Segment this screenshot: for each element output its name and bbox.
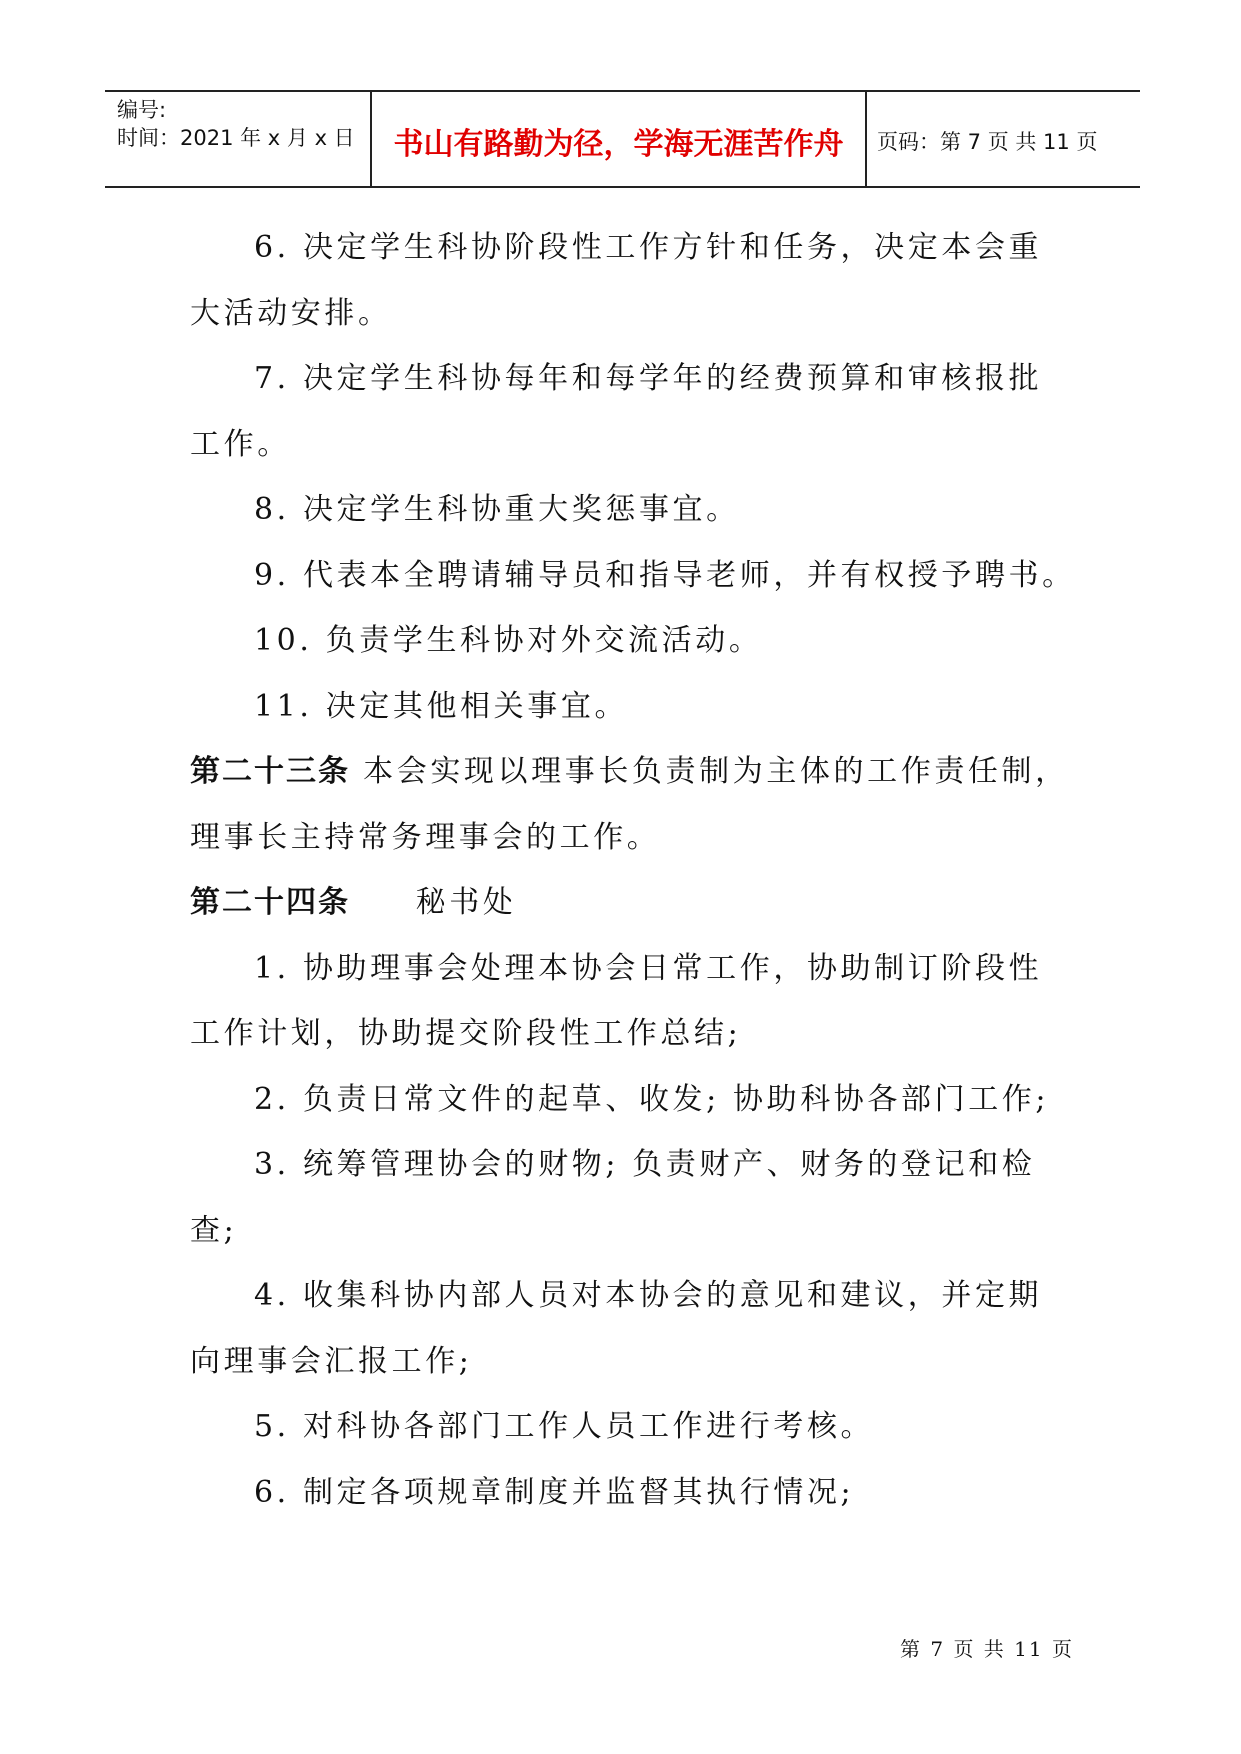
header-right-cell (865, 92, 1140, 186)
page-footer: 第 7 页 共 11 页 (900, 1637, 1074, 1661)
body-line: 9. 代表本全聘请辅导员和指导老师，并有权授予聘书。 (254, 557, 1076, 593)
header-page-info: 页码：第 7 页 共 11 页 (877, 130, 1098, 154)
body-line: 2. 负责日常文件的起草、收发; 协助科协各部门工作; (254, 1081, 1050, 1117)
body-line: 向理事会汇报工作; (190, 1343, 473, 1379)
body-line: 3. 统筹管理协会的财物; 负责财产、财务的登记和检 (254, 1147, 1036, 1182)
body-line: 10. 负责学生科协对外交流活动。 (254, 623, 763, 658)
article-23-continuation: 理事长主持常务理事会的工作。 (190, 819, 661, 855)
document-body (190, 215, 1076, 1525)
article-23-heading: 第二十三条 (190, 754, 350, 789)
date-label: 时间：2021 年 x 月 x 日 (117, 126, 355, 150)
body-line: 1. 协助理事会处理本协会日常工作，协助制订阶段性 (254, 950, 1043, 986)
motto-text: 书山有路勤为径，学海无涯苦作舟 (393, 127, 844, 162)
body-line: 工作。 (190, 426, 291, 462)
article-23 (190, 739, 1069, 805)
serial-number-label: 编号: (117, 98, 167, 122)
body-line: 11. 决定其他相关事宜。 (254, 688, 629, 724)
body-line: 7. 决定学生科协每年和每学年的经费预算和审核报批 (254, 361, 1043, 396)
body-line: 6. 制定各项规章制度并监督其执行情况; (254, 1474, 855, 1510)
article-23-text: 本会实现以理事长负责制为主体的工作责任制， (350, 754, 1069, 789)
article-24-title: 秘书处 (350, 885, 517, 920)
article-24-heading: 第二十四条 (190, 885, 350, 920)
body-line: 8. 决定学生科协重大奖惩事宜。 (254, 492, 740, 527)
page-header (105, 90, 1140, 188)
article-24 (190, 870, 1060, 936)
header-left-cell (105, 92, 370, 186)
header-middle-cell (370, 92, 867, 186)
body-line: 4. 收集科协内部人员对本协会的意见和建议，并定期 (254, 1278, 1043, 1313)
body-line: 大活动安排。 (190, 295, 392, 331)
body-line: 5. 对科协各部门工作人员工作进行考核。 (254, 1409, 875, 1444)
body-line: 工作计划，协助提交阶段性工作总结; (190, 1016, 742, 1051)
body-line: 6. 决定学生科协阶段性工作方针和任务，决定本会重 (254, 230, 1043, 265)
body-line: 查; (190, 1212, 238, 1248)
